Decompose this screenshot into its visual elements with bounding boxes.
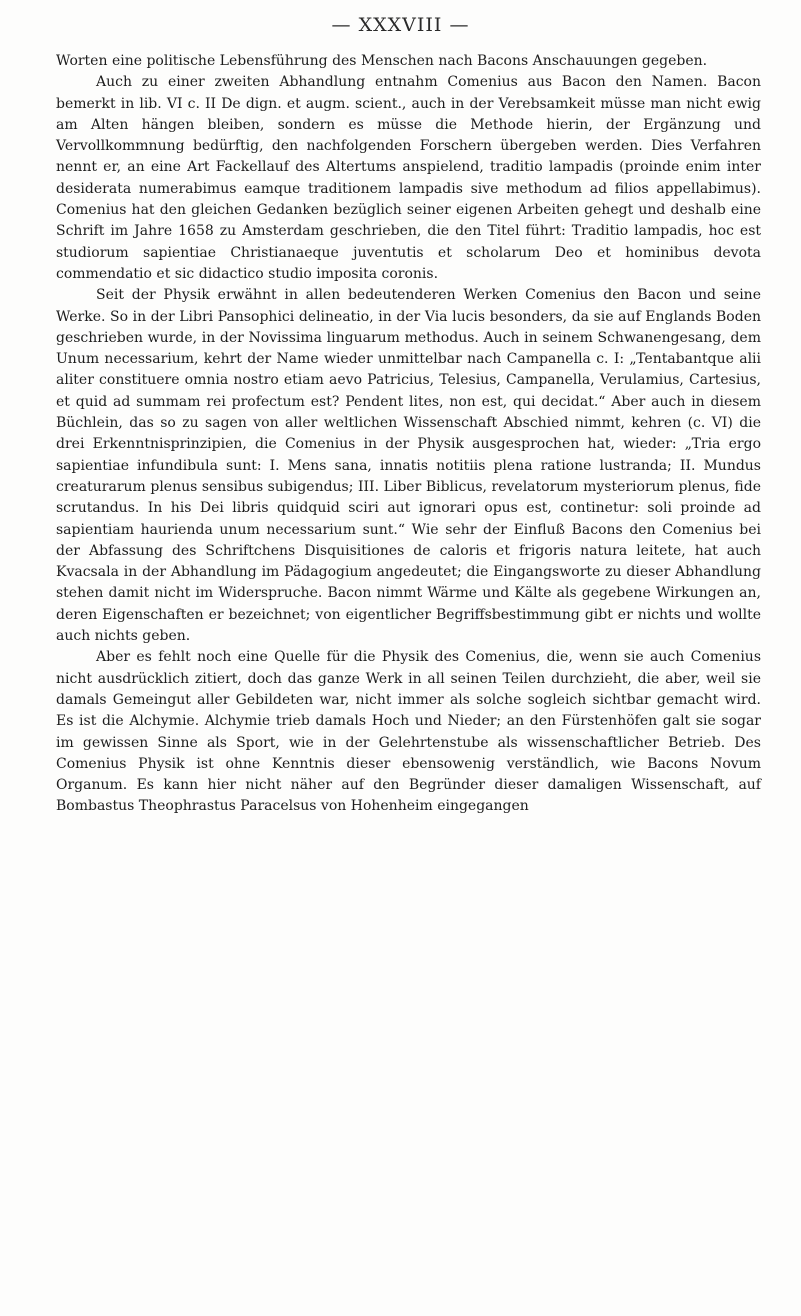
body-text bbox=[56, 51, 761, 818]
paragraph: Auch zu einer zweiten Abhandlung entnahm Comenius aus Bacon den Namen. Bacon bemerkt in lib. VI c. II De dign. et augm. scient., auch in der Verebsamkeit müsse man nicht ewig am Alten hängen bleiben, sondern es müsse die Methode hierin, der Ergänzung und Vervollkommnung bedürftig, den nachfolgenden Forschern übergeben werden. Dies Verfahren nennt er, an eine Art Fackellauf des Altertums anspielend, traditio lampadis (proinde enim inter desiderata numerabimus eamque traditionem lampadis sive methodum ad filios appellabimus). Comenius hat den gleichen Gedanken bezüglich seiner eigenen Arbeiten gehegt und deshalb eine Schrift im Jahre 1658 zu Amsterdam geschrieben, die den Titel führt: Traditio lampadis, hoc est studiorum sapientiae Christianaeque juventutis et scholarum Deo et hominibus devota commendatio et sic didactico studio imposita coronis. bbox=[56, 74, 761, 282]
paragraph: Worten eine politische Lebensführung des Menschen nach Bacons Anschauungen gegeben. bbox=[56, 53, 708, 69]
paragraph: Aber es fehlt noch eine Quelle für die Physik des Comenius, die, wenn sie auch Comenius nicht ausdrücklich zitiert, doch das ganze Werk in all seinen Teilen durchzieht, die aber, weil sie damals Gemeingut aller Gebildeten war, nicht immer als solche sogleich sichtbar gemacht wird. Es ist die Alchymie. Alchymie trieb damals Hoch und Nieder; an den Fürstenhöfen galt sie sogar im gewissen Sinne als Sport, wie in der Gelehrtenstube als wissenschaftlicher Betrieb. Des Comenius Physik ist ohne Kenntnis dieser ebensowenig verständlich, wie Bacons Novum Organum. Es kann hier nicht näher auf den Begründer dieser damaligen Wissenschaft, auf Bombastus Theophrastus Paracelsus von Hohenheim eingegangen bbox=[56, 649, 761, 815]
paragraph: Seit der Physik erwähnt in allen bedeutenderen Werken Comenius den Bacon und seine Werke. So in der Libri Pansophici delineatio, in der Via lucis besonders, da sie auf Englands Boden geschrieben wurde, in der Novissima linguarum methodus. Auch in seinem Schwanengesang, dem Unum necessarium, kehrt der Name wieder unmittelbar nach Campanella c. I: „Tentabantque alii aliter constituere omnia nostro etiam aevo Patricius, Telesius, Campanella, Verulamius, Cartesius, et quid ad summam rei profectum est? Pendent lites, non est, qui decidat.“ Aber auch in diesem Büchlein, das so zu sagen von aller weltlichen Wissenschaft Abschied nimmt, kehren (c. VI) die drei Erkenntnisprinzipien, die Comenius in der Physik ausgesprochen hat, wieder: „Tria ergo sapientiae infundibula sunt: I. Mens sana, innatis notitiis plena ratione lustranda; II. Mundus creaturarum plenus sensibus subigendus; III. Liber Biblicus, revelatorum mysteriorum plenus, fide scrutandus. In his Dei libris quidquid sciri aut ignorari opus est, continetur: soli proinde ad sapientiam haurienda unum necessarium sunt.“ Wie sehr der Einfluß Bacons den Comenius bei der Abfassung des Schriftchens Disquisitiones de caloris et frigoris natura leitete, hat auch Kvacsala in der Abhandlung im Pädagogium angedeutet; die Eingangsworte zu dieser Abhandlung stehen damit nicht im Widerspruche. Bacon nimmt Wärme und Kälte als gegebene Wirkungen an, deren Eigenschaften er bezeichnet; von eigentlicher Begriffsbestimmung gibt er nichts und wollte auch nichts geben. bbox=[56, 287, 761, 645]
page-number: — XXXVIII — bbox=[331, 14, 470, 36]
